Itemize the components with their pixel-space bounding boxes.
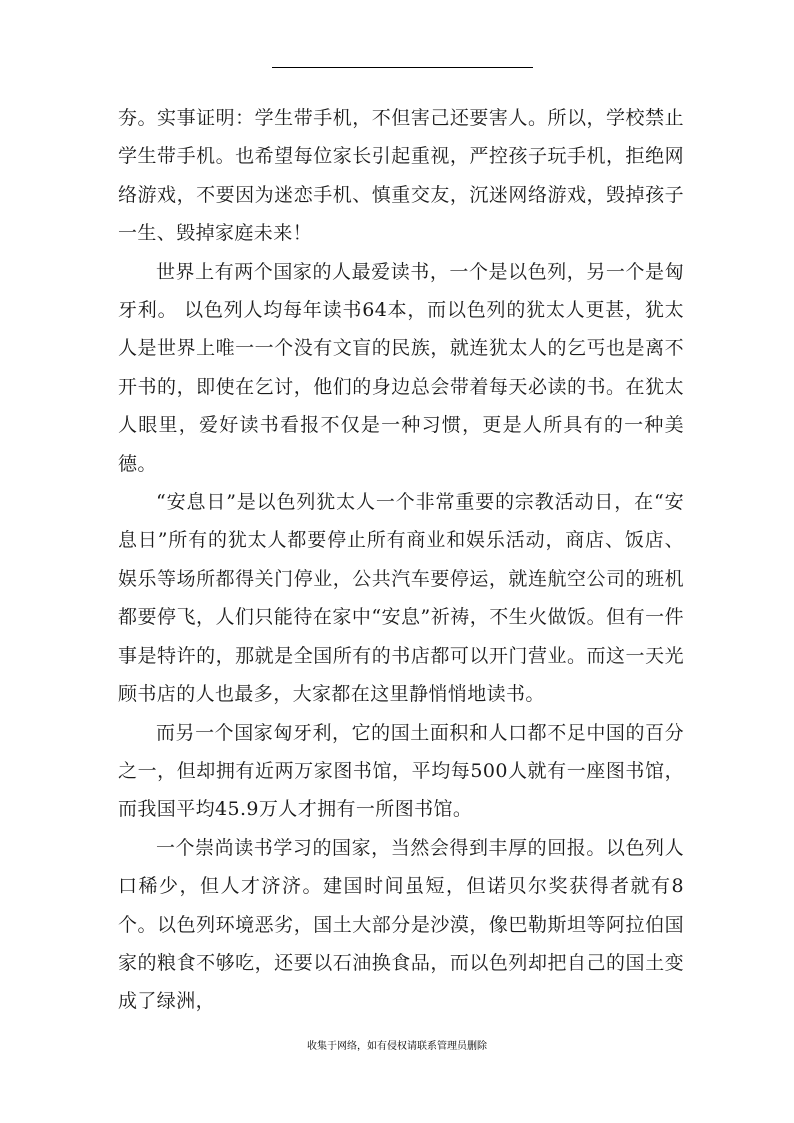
paragraph: 夯。实事证明：学生带手机，不但害己还要害人。所以，学校禁止学生带手机。也希望每位家长引起重视，严控孩子玩手机，拒绝网络游戏，不要因为迷恋手机、慎重交友，沉迷网络游戏，毁掉孩子一生、毁掉家庭未来！: [118, 107, 684, 245]
paragraph: 而另一个国家匈牙利，它的国土面积和人口都不足中国的百分之一，但却拥有近两万家图书馆，平均每500人就有一座图书馆，而我国平均45.9万人才拥有一所图书馆。: [118, 721, 684, 821]
paragraph: 一个崇尚读书学习的国家，当然会得到丰厚的回报。以色列人口稀少，但人才济济。建国时间虽短，但诺贝尔奖获得者就有8个。以色列环境恶劣，国土大部分是沙漠，像巴勒斯坦等阿拉伯国家的粮食不够吃，还要以石油换食品，而以色列却把自己的国土变成了绿洲，: [118, 836, 684, 1013]
footer-note: 收集于网络，如有侵权请联系管理员删除: [307, 1041, 487, 1052]
header-rule: [272, 67, 533, 68]
paragraph: 世界上有两个国家的人最爱读书，一个是以色列，另一个是匈牙利。 以色列人均每年读书64本，而以色列的犹太人更甚，犹太人是世界上唯一一个没有文盲的民族，就连犹太人的乞丐也是离不开书的，即使在乞讨，他们的身边总会带着每天必读的书。在犹太人眼里，爱好读书看报不仅是一种习惯，更是人所具有的一种美德。: [118, 260, 684, 475]
document-body: [118, 99, 684, 1021]
paragraph: “安息日”是以色列犹太人一个非常重要的宗教活动日，在“安息日”所有的犹太人都要停止所有商业和娱乐活动，商店、饭店、娱乐等场所都得关门停业，公共汽车要停运，就连航空公司的班机都要停飞，人们只能待在家中“安息”祈祷，不生火做饭。但有一件事是特许的，那就是全国所有的书店都可以开门营业。而这一天光顾书店的人也最多，大家都在这里静悄悄地读书。: [118, 491, 684, 706]
